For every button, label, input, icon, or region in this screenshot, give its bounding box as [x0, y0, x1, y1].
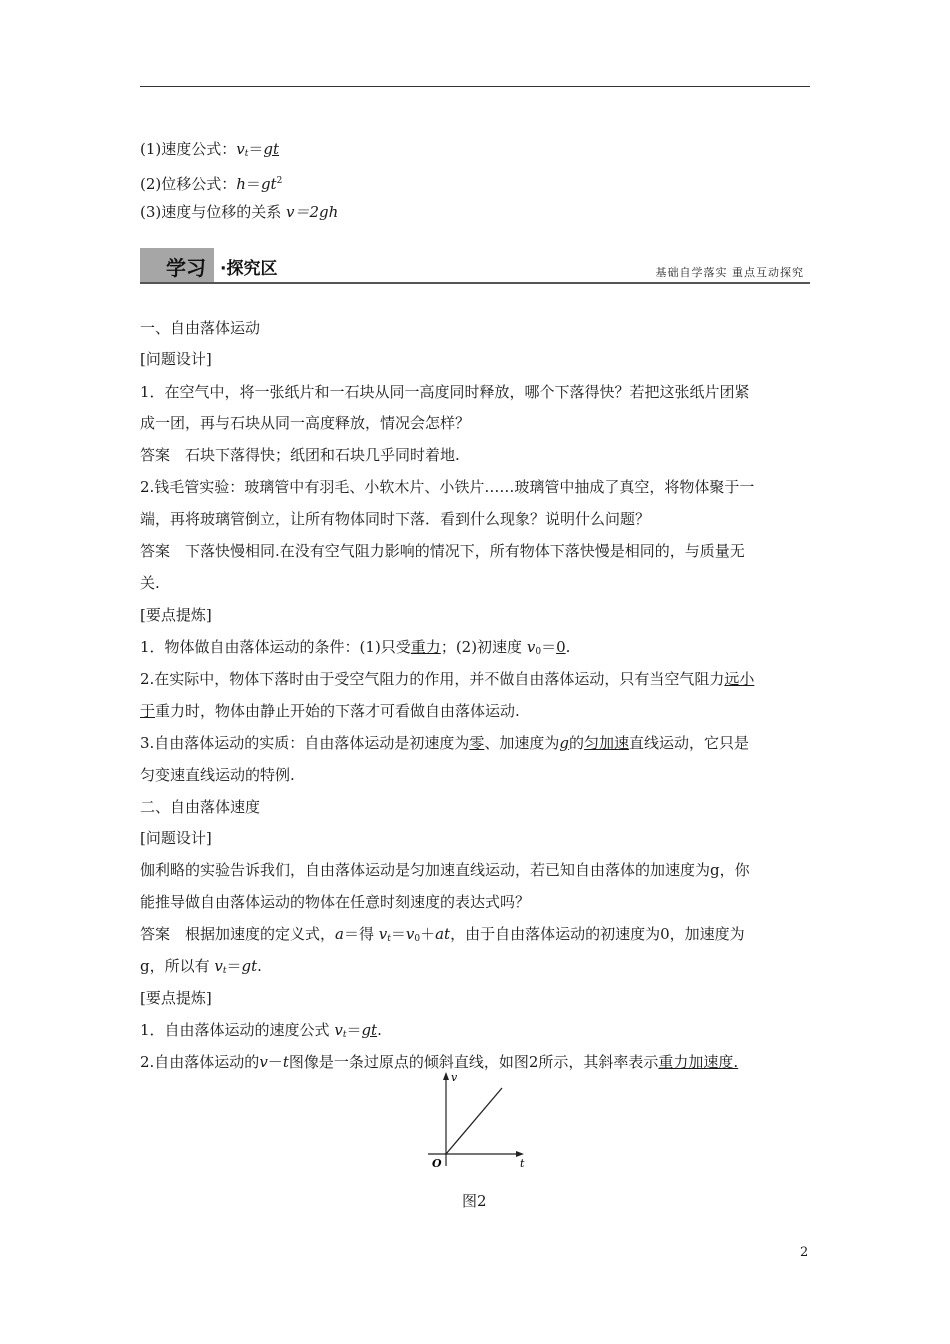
banner-tagline: 基础自学落实 重点互动探究 — [655, 266, 804, 279]
answer2-line2: 关. — [140, 574, 160, 592]
banner-title: 学习 — [166, 256, 206, 280]
v-axis-label: v — [451, 1071, 458, 1084]
answer1: 答案 石块下落得快；纸团和石块几乎同时着地. — [140, 446, 460, 464]
velocity-line — [446, 1088, 502, 1154]
section2-heading: 二、自由落体速度 — [140, 798, 261, 816]
section1-question-tag: [问题设计] — [140, 350, 212, 368]
section-banner — [140, 248, 810, 286]
question2-line2: 端，再将玻璃管倒立，让所有物体同时下落．看到什么现象？说明什么问题？ — [140, 510, 651, 528]
banner-subtitle: ·探究区 — [220, 259, 278, 279]
formula-relation: (3)速度与位移的关系 v＝2gh — [140, 203, 339, 221]
question1-line2: 成一团，再与石块从同一高度释放，情况会怎样？ — [140, 414, 471, 432]
section1-heading: 一、自由落体运动 — [140, 319, 261, 337]
section2-key-point1: 1．自由落体运动的速度公式 $v_t=gt$. — [140, 1021, 382, 1040]
question1-line1: 1．在空气中，将一张纸片和一石块从同一高度同时释放，哪个下落得快？若把这张纸片团紧 — [140, 383, 750, 401]
section2-key-point2: 2.自由落体运动的v－t图像是一条过原点的倾斜直线，如图2所示，其斜率表示重力加速度. — [140, 1053, 739, 1071]
header-rule — [140, 86, 810, 87]
section2-question-line1: 伽利略的实验告诉我们，自由落体运动是匀加速直线运动，若已知自由落体的加速度为g，你 — [140, 861, 750, 879]
key-point1: 1．物体做自由落体运动的条件：(1)只受重力；(2)初速度 $v_0=0$. — [140, 638, 571, 657]
key-point3-line1: 3.自由落体运动的实质：自由落体运动是初速度为零、加速度为g的匀加速直线运动，它只是 — [140, 734, 750, 752]
answer2-line1: 答案 下落快慢相同.在没有空气阻力影响的情况下，所有物体下落快慢是相同的，与质量无 — [140, 542, 745, 560]
section2-question-tag: [问题设计] — [140, 829, 212, 847]
question2-line1: 2.钱毛管实验：玻璃管中有羽毛、小软木片、小铁片……玻璃管中抽成了真空，将物体聚于一 — [140, 478, 755, 496]
key-point2-line1: 2.在实际中，物体下落时由于受空气阻力的作用，并不做自由落体运动，只有当空气阻力远小 — [140, 670, 755, 688]
v-axis-arrow — [443, 1072, 449, 1080]
section2-answer-line1: 答案 根据加速度的定义式，a＝得 $v_t=v_0+at$，由于自由落体运动的初速度为0，加速度为 — [140, 925, 745, 944]
section2-question-line2: 能推导做自由落体运动的物体在任意时刻速度的表达式吗？ — [140, 893, 531, 911]
key-point3-line2: 匀变速直线运动的特例. — [140, 766, 295, 784]
vt-graph — [420, 1068, 540, 1178]
section2-key-tag: [要点提炼] — [140, 989, 212, 1007]
t-axis-label: t — [520, 1157, 525, 1170]
key-point2-line2: 于重力时，物体由静止开始的下落才可看做自由落体运动. — [140, 702, 520, 720]
origin-label: O — [432, 1157, 442, 1170]
figure-caption: 图2 — [462, 1192, 487, 1210]
banner-rule — [140, 282, 810, 284]
formula-speed: (1)速度公式：$v_t=gt$ — [140, 140, 280, 159]
section2-answer-line2: g，所以有 $v_t=gt$. — [140, 957, 262, 976]
formula-displacement: (2)位移公式：$h=gt^2$ — [140, 175, 283, 193]
page-number: 2 — [800, 1245, 809, 1260]
section1-key-tag: [要点提炼] — [140, 606, 212, 624]
